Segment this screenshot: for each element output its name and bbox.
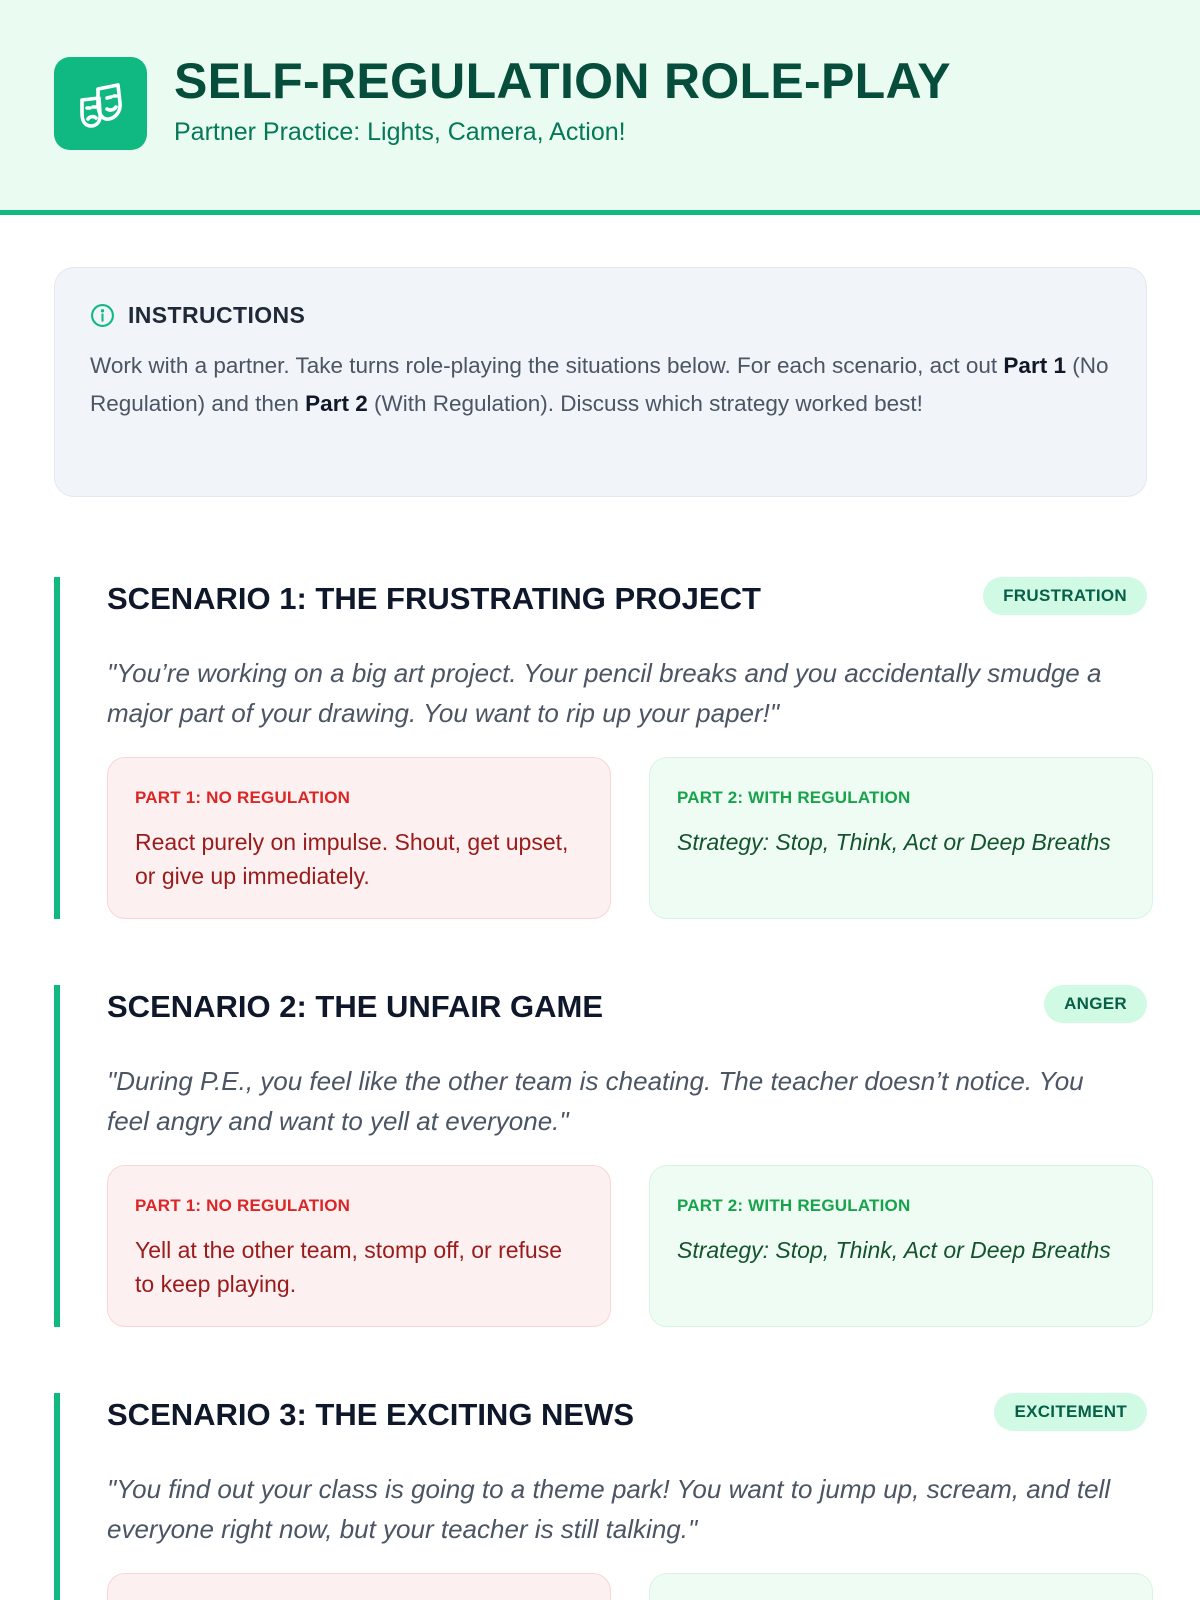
scenario-quote: "You’re working on a big art project. Your pencil breaks and you accidentally smudge a major part of your drawing. You want to rip up your paper!" [107,658,1102,728]
page-subtitle: Partner Practice: Lights, Camera, Action! [174,118,626,146]
part2-label: PART 2: WITH REGULATION [677,1196,911,1215]
emotion-badge: ANGER [1044,985,1147,1023]
part2-label: PART 2: WITH REGULATION [677,788,911,807]
instructions-heading: INSTRUCTIONS [128,302,306,328]
theater-masks-icon [54,57,147,150]
scenario-1-card [54,577,1147,919]
page-title: SELF-REGULATION ROLE-PLAY [174,53,951,109]
instructions-text: Work with a partner. Take turns role-playing the situations below. For each scenario, act out Part 1 (No Regulation) and then Part 2 (With Regulation). Discuss which strategy worked best! [90,353,1109,416]
part1-label: PART 1: NO REGULATION [135,1196,351,1215]
part1-no-regulation-box [107,757,611,919]
emotion-badge: EXCITEMENT [994,1393,1147,1431]
part2-with-regulation-box [649,1165,1153,1327]
page-header [0,0,1200,215]
part2-text: Strategy: Stop, Think, Act or Deep Breaths [677,1237,1111,1263]
scenario-title: SCENARIO 1: THE FRUSTRATING PROJECT [107,581,761,616]
part1-text: React purely on impulse. Shout, get upset, or give up immediately. [135,829,569,889]
part2-emphasis: Part 2 [305,391,368,416]
part1-emphasis: Part 1 [1003,353,1066,378]
part1-text: Yell at the other team, stomp off, or refuse to keep playing. [135,1237,563,1297]
scenario-title: SCENARIO 2: THE UNFAIR GAME [107,989,604,1024]
scenario-quote: "You find out your class is going to a theme park! You want to jump up, scream, and tell everyone right now, but your teacher is still talking." [107,1474,1111,1544]
scenario-3-card [54,1393,1147,1600]
part1-no-regulation-box [107,1573,611,1600]
part2-text: Strategy: Stop, Think, Act or Deep Breaths [677,829,1111,855]
part1-no-regulation-box [107,1165,611,1327]
scenario-title: SCENARIO 3: THE EXCITING NEWS [107,1397,635,1432]
instructions-heading-row [90,302,1111,329]
scenario-2-card [54,985,1147,1327]
info-icon [90,303,115,328]
part2-with-regulation-box [649,1573,1153,1600]
part2-with-regulation-box [649,757,1153,919]
scenario-quote: "During P.E., you feel like the other team is cheating. The teacher doesn’t notice. You feel angry and want to yell at everyone." [107,1066,1084,1136]
instructions-panel [54,267,1147,497]
emotion-badge: FRUSTRATION [983,577,1147,615]
part1-label: PART 1: NO REGULATION [135,788,351,807]
